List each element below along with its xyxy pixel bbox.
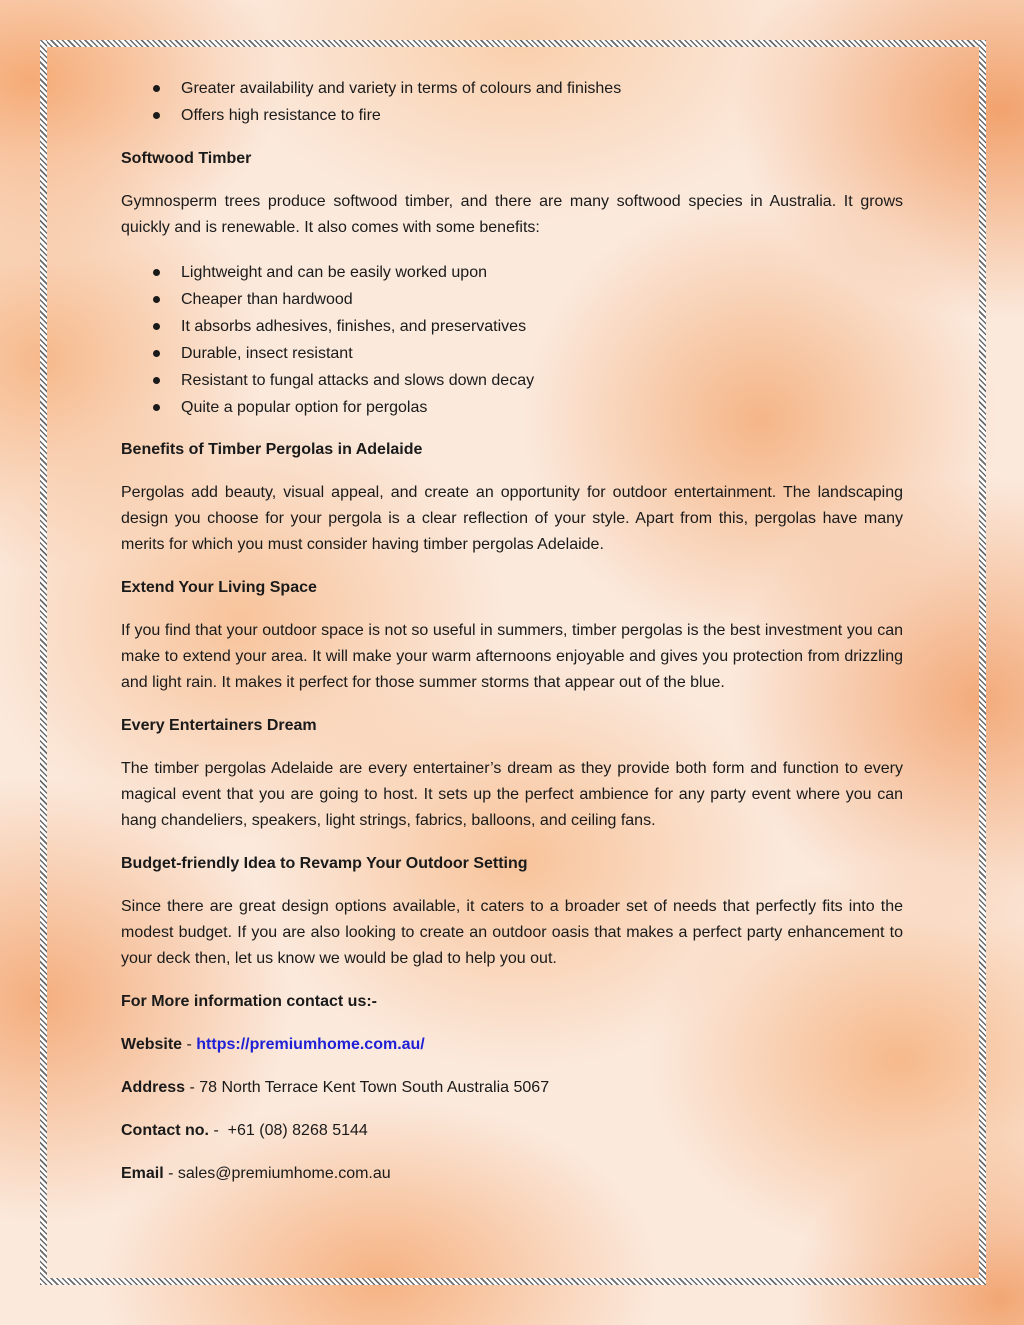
- phone-line: [121, 1118, 903, 1144]
- email-separator: -: [163, 1165, 178, 1182]
- budget-paragraph: Since there are great design options available, it caters to a broader set of needs that perfectly fits into the modest budget. If you are also looking to create an outdoor oasis that makes a perfect party enhancement to your deck then, let us know we would be glad to help you out.: [121, 898, 903, 967]
- list-item: Lightweight and can be easily worked upon: [121, 259, 903, 286]
- email-value: sales@premiumhome.com.au: [177, 1165, 391, 1182]
- border-bottom: [40, 1278, 986, 1285]
- budget-heading: Budget-friendly Idea to Revamp Your Outdoor Setting: [121, 855, 528, 872]
- phone-label: Contact no.: [121, 1122, 209, 1139]
- phone-separator: -: [209, 1122, 228, 1139]
- email-label: Email: [121, 1165, 164, 1182]
- benefits-heading: Benefits of Timber Pergolas in Adelaide: [121, 441, 423, 458]
- website-line: [121, 1032, 903, 1058]
- document-body: [121, 75, 903, 1187]
- website-label: Website: [121, 1036, 183, 1053]
- list-item: Cheaper than hardwood: [121, 286, 903, 313]
- living-space-paragraph: If you find that your outdoor space is not so useful in summers, timber pergolas is the best investment you can make to extend your area. It will make your warm afternoons enjoyable and gives you protection from drizzling and light rain. It makes it perfect for those summer storms that appear out of the blue.: [121, 622, 903, 691]
- softwood-paragraph: Gymnosperm trees produce softwood timber, and there are many softwood species in Australia. It grows quickly and is renewable. It also comes with some benefits:: [121, 193, 903, 236]
- address-label: Address: [121, 1079, 186, 1096]
- address-value: 78 North Terrace Kent Town South Australia 5067: [199, 1079, 550, 1096]
- entertainers-heading: Every Entertainers Dream: [121, 717, 317, 734]
- entertainers-paragraph: The timber pergolas Adelaide are every entertainer’s dream as they provide both form and function to every magical event that you are going to host. It sets up the perfect ambience for any party event where you can hang chandeliers, speakers, light strings, fabrics, balloons, and ceiling fans.: [121, 760, 903, 829]
- contact-heading: For More information contact us:-: [121, 993, 377, 1010]
- website-link[interactable]: https://premiumhome.com.au/: [196, 1036, 425, 1053]
- list-item: Quite a popular option for pergolas: [121, 394, 903, 421]
- border-top: [40, 40, 986, 47]
- benefits-paragraph: Pergolas add beauty, visual appeal, and create an opportunity for outdoor entertainment. The landscaping design you choose for your pergola is a clear reflection of your style. Apart from this, pergolas have many merits for which you must consider having timber pergolas Adelaide.: [121, 484, 903, 553]
- address-separator: -: [185, 1079, 200, 1096]
- phone-value: +61 (08) 8268 5144: [227, 1122, 368, 1139]
- intro-bullet-list: [121, 75, 903, 129]
- list-item: It absorbs adhesives, finishes, and preservatives: [121, 313, 903, 340]
- list-item: Resistant to fungal attacks and slows down decay: [121, 367, 903, 394]
- list-item: Greater availability and variety in terms of colours and finishes: [121, 75, 903, 102]
- living-space-heading: Extend Your Living Space: [121, 579, 317, 596]
- address-line: [121, 1075, 903, 1101]
- list-item: Durable, insect resistant: [121, 340, 903, 367]
- website-separator: -: [182, 1036, 197, 1053]
- list-item: Offers high resistance to fire: [121, 102, 903, 129]
- border-left: [40, 40, 47, 1285]
- softwood-bullet-list: [121, 259, 903, 421]
- email-line: [121, 1161, 903, 1187]
- border-right: [979, 40, 986, 1285]
- softwood-heading: Softwood Timber: [121, 150, 252, 167]
